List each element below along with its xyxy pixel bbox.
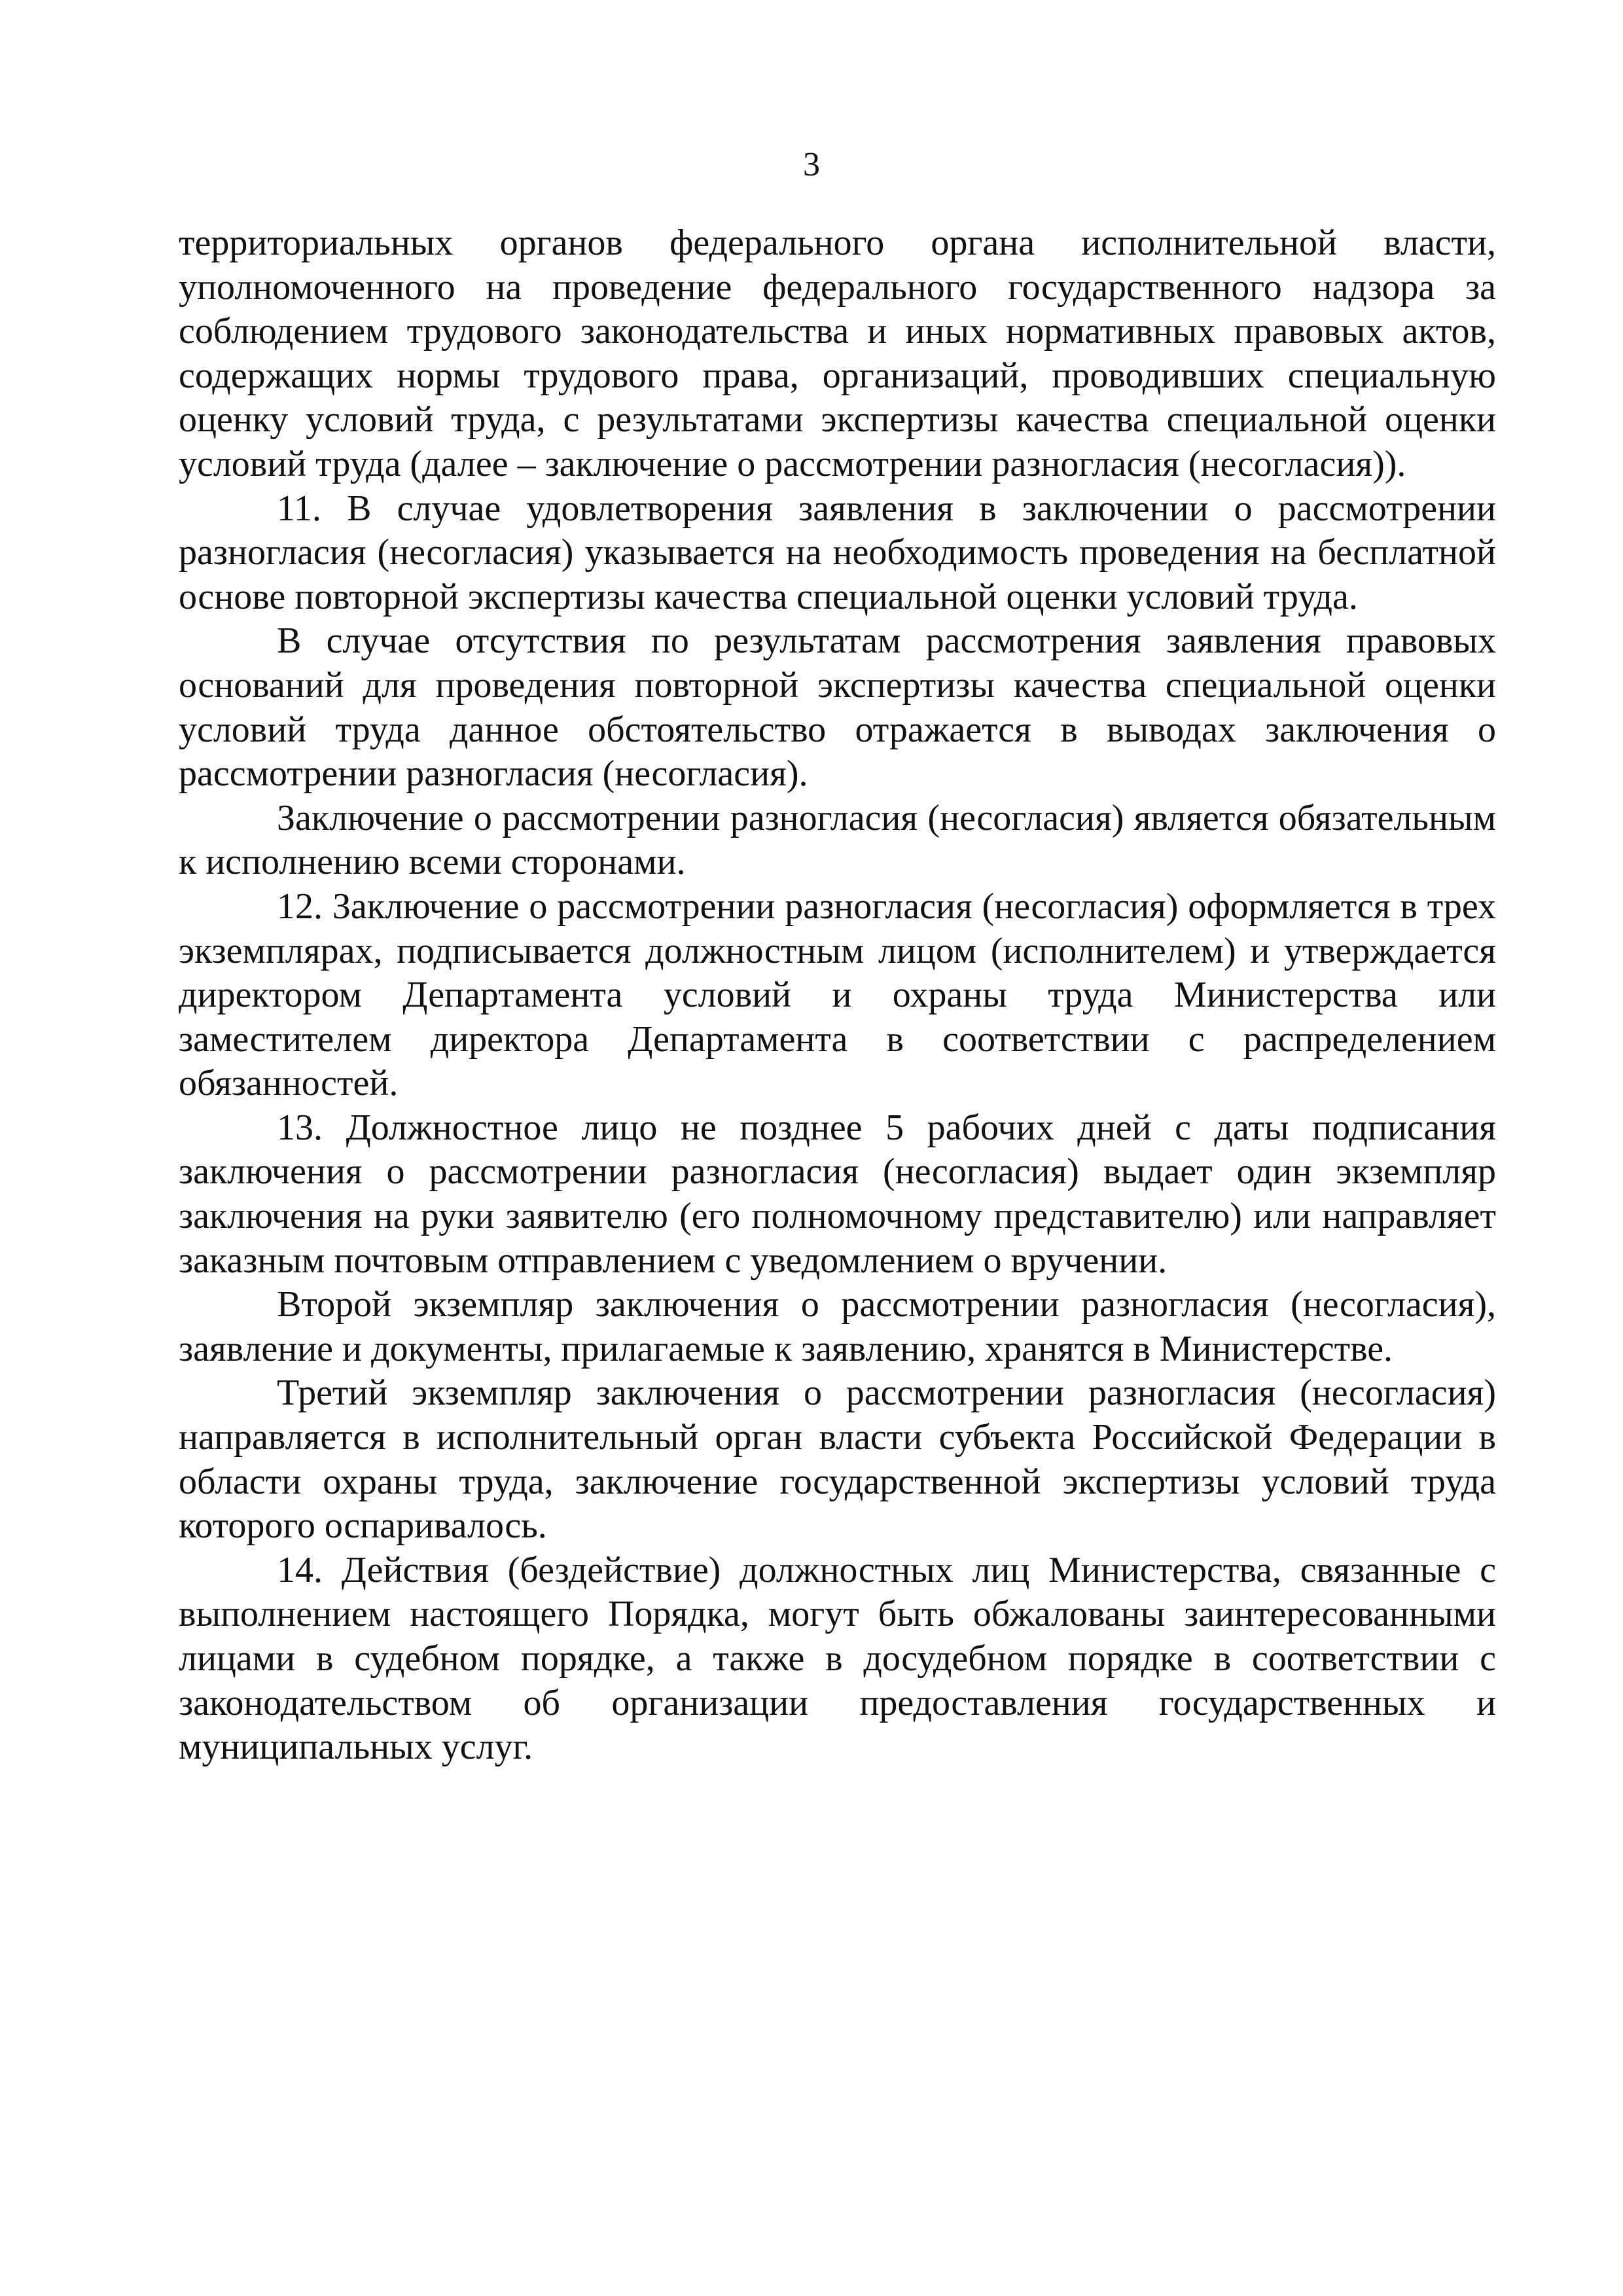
paragraph-item-13: 13. Должностное лицо не позднее 5 рабочих дней с даты подписания заключения о рассмотрении разногласия (несогласия) выдает один экземпляр заключения на руки заявителю (его полномочному представителю) или направляет заказным почтовым отправлением с уведомлением о вручении.: [179, 1107, 1496, 1281]
paragraph-item-14: 14. Действия (бездействие) должностных лиц Министерства, связанные с выполнением настоящего Порядка, могут быть обжалованы заинтересованными лицами в судебном порядке, а также в досудебном порядке в соответствии с законодательством об организации предоставления государственных и муниципальных услуг.: [179, 1549, 1496, 1768]
paragraph-third-copy: Третий экземпляр заключения о рассмотрении разногласия (несогласия) направляется в исполнительный орган власти субъекта Российской Федерации в области охраны труда, заключение государственной экспертизы условий труда которого оспаривалось.: [179, 1372, 1496, 1547]
paragraph-item-11: 11. В случае удовлетворения заявления в заключении о рассмотрении разногласия (несогласия) указывается на необходимость проведения на бесплатной основе повторной экспертизы качества специальной оценки условий труда.: [179, 488, 1496, 617]
paragraph-binding-conclusion: Заключение о рассмотрении разногласия (несогласия) является обязательным к исполнению всеми сторонами.: [179, 797, 1496, 883]
paragraph-item-12: 12. Заключение о рассмотрении разногласия (несогласия) оформляется в трех экземплярах, подписывается должностным лицом (исполнителем) и утверждается директором Департамента условий и охраны труда Министерства или заместителем директора Департамента в соответствии с распределением обязанностей.: [179, 886, 1496, 1104]
paragraph-second-copy: Второй экземпляр заключения о рассмотрении разногласия (несогласия), заявление и документы, прилагаемые к заявлению, хранятся в Министерстве.: [179, 1284, 1496, 1369]
paragraph-no-grounds: В случае отсутствия по результатам рассмотрения заявления правовых оснований для проведения повторной экспертизы качества специальной оценки условий труда данное обстоятельство отражается в выводах заключения о рассмотрении разногласия (несогласия).: [179, 620, 1496, 795]
paragraph-continuation: территориальных органов федерального органа исполнительной власти, уполномоченного на проведение федерального государственного надзора за соблюдением трудового законодательства и иных нормативных правовых актов, содержащих нормы трудового права, организаций, проводивших специальную оценку условий труда, с результатами экспертизы качества специальной оценки условий труда (далее – заключение о рассмотрении разногласия (несогласия)).: [179, 223, 1496, 484]
page-number: 3: [803, 146, 820, 183]
document-body: [179, 221, 1496, 1770]
